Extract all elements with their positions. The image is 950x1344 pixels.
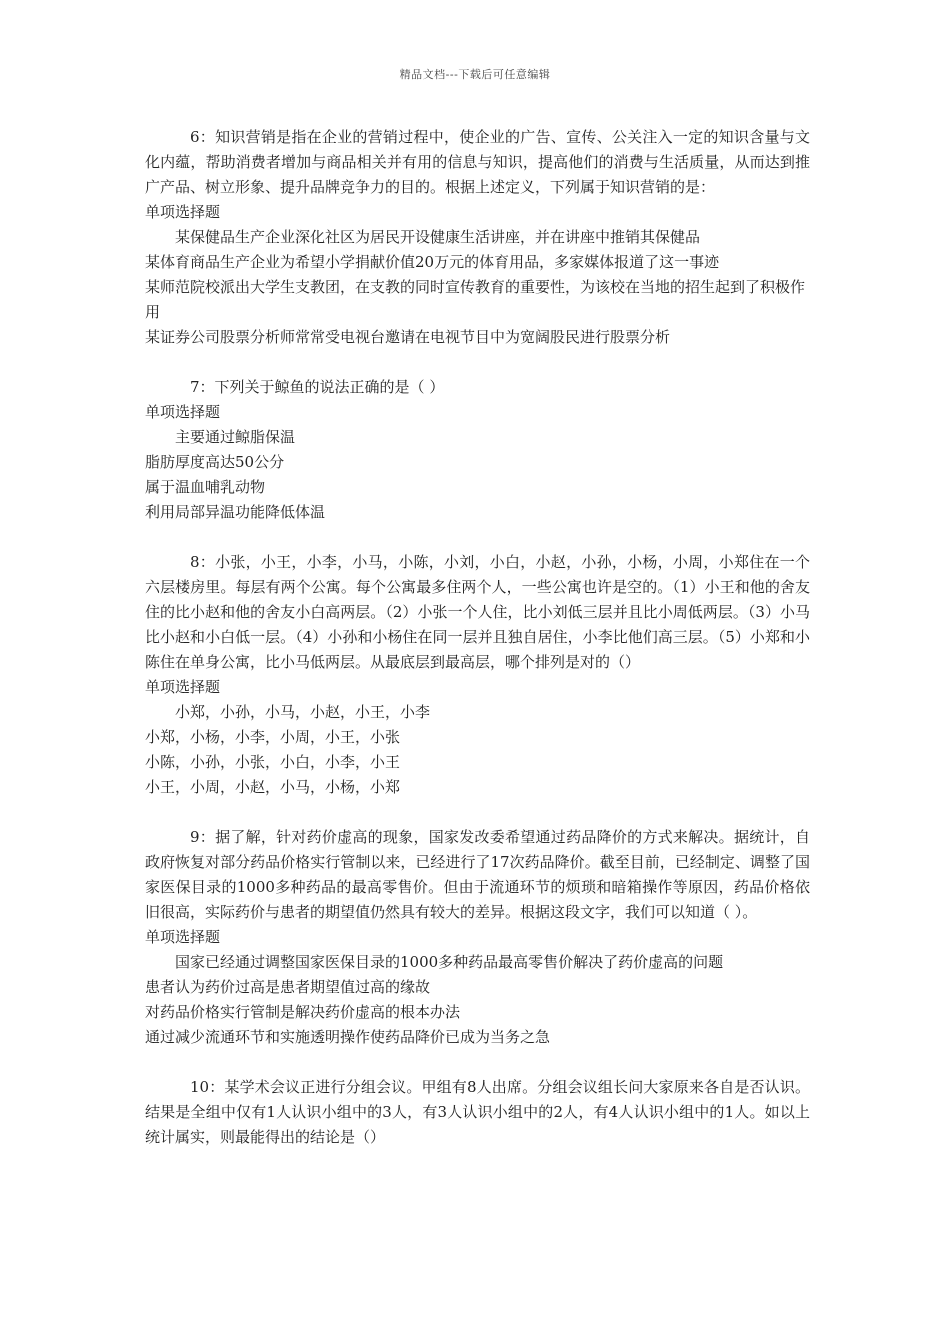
option-a: 小郑，小孙，小马，小赵，小王，小李: [175, 703, 431, 721]
option-d: 小王，小周，小赵，小马，小杨，小郑: [145, 778, 401, 796]
option-a: 国家已经通过调整国家医保目录的1000多种药品最高零售价解决了药价虚高的问题: [175, 953, 724, 971]
question-9: [145, 825, 810, 1050]
document-body: [145, 125, 810, 1175]
option-a: 某保健品生产企业深化社区为居民开设健康生活讲座，并在讲座中推销其保健品: [175, 228, 701, 246]
option-c: 对药品价格实行管制是解决药价虚高的根本办法: [145, 1003, 461, 1021]
option-a: 主要通过鲸脂保温: [175, 428, 296, 446]
question-stem: 7：下列关于鲸鱼的说法正确的是（ ）: [190, 378, 445, 396]
option-c: 某师范院校派出大学生支教团，在支教的同时宣传教育的重要性，为该校在当地的招生起到了积极作用: [145, 278, 806, 321]
option-b: 小郑，小杨，小李，小周，小王，小张: [145, 728, 401, 746]
question-6: [145, 125, 810, 350]
option-d: 某证券公司股票分析师常常受电视台邀请在电视节目中为宽阔股民进行股票分析: [145, 328, 671, 346]
option-c: 属于温血哺乳动物: [145, 478, 266, 496]
question-10: [145, 1075, 810, 1150]
option-b: 患者认为药价过高是患者期望值过高的缘故: [145, 978, 431, 996]
option-d: 利用局部异温功能降低体温: [145, 503, 326, 521]
page-header: 精品文档---下载后可任意编辑: [399, 68, 551, 81]
question-type: 单项选择题: [145, 678, 221, 696]
option-b: 某体育商品生产企业为希望小学捐献价值20万元的体育用品，多家媒体报道了这一事迹: [145, 253, 720, 271]
question-stem: 10：某学术会议正进行分组会议。甲组有8人出席。分组会议组长问大家原来各自是否认识。结果是全组中仅有1人认识小组中的3人，有3人认识小组中的2人，有4人认识小组中的1人。如以上统计属实，则最能得出的结论是（）: [145, 1078, 810, 1146]
option-c: 小陈，小孙，小张，小白，小李，小王: [145, 753, 401, 771]
question-type: 单项选择题: [145, 403, 221, 421]
option-b: 脂肪厚度高达50公分: [145, 453, 285, 471]
question-type: 单项选择题: [145, 928, 221, 946]
question-8: [145, 550, 810, 800]
option-d: 通过减少流通环节和实施透明操作使药品降价已成为当务之急: [145, 1028, 551, 1046]
question-7: [145, 375, 810, 525]
question-type: 单项选择题: [145, 203, 221, 221]
question-stem: 6：知识营销是指在企业的营销过程中，使企业的广告、宣传、公关注入一定的知识含量与文化内蕴，帮助消费者增加与商品相关并有用的信息与知识，提高他们的消费与生活质量，从而达到推广产品、树立形象、提升品牌竞争力的目的。根据上述定义，下列属于知识营销的是：: [145, 128, 810, 196]
question-stem: 8：小张，小王，小李，小马，小陈，小刘，小白，小赵，小孙，小杨，小周，小郑住在一个六层楼房里。每层有两个公寓。每个公寓最多住两个人，一些公寓也许是空的。（1）小王和他的舍友住的比小赵和他的舍友小白高两层。（2）小张一个人住，比小刘低三层并且比小周低两层。（3）小马比小赵和小白低一层。（4）小孙和小杨住在同一层并且独自居住，小李比他们高三层。（5）小郑和小陈住在单身公寓，比小马低两层。从最底层到最高层，哪个排列是对的（）: [145, 553, 810, 671]
question-stem: 9：据了解，针对药价虚高的现象，国家发改委希望通过药品降价的方式来解决。据统计，自政府恢复对部分药品价格实行管制以来，已经进行了17次药品降价。截至目前，已经制定、调整了国家医保目录的1000多种药品的最高零售价。但由于流通环节的烦琐和暗箱操作等原因，药品价格依旧很高，实际药价与患者的期望值仍然具有较大的差异。根据这段文字，我们可以知道（ ）。: [145, 828, 810, 921]
